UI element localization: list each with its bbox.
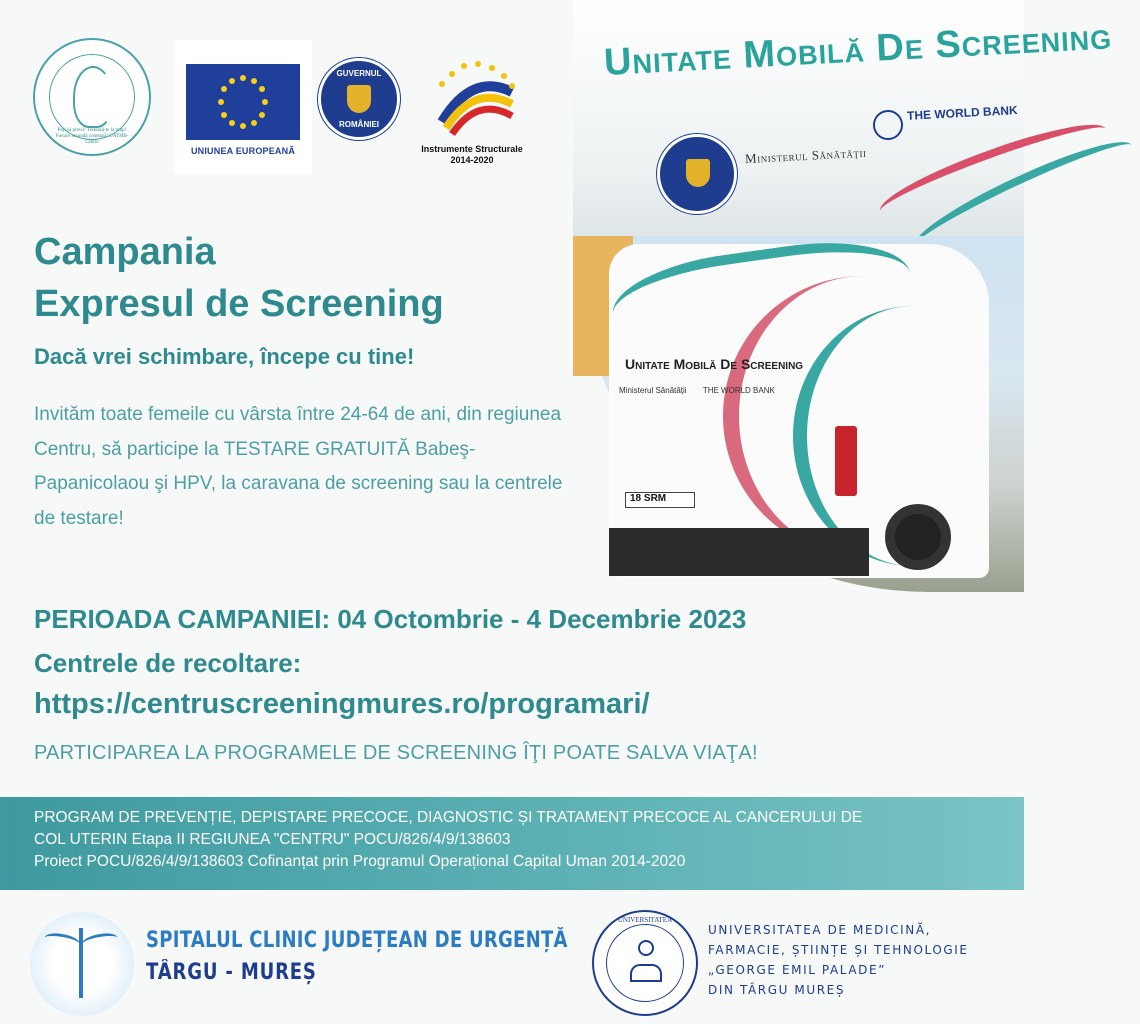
university-seal-ring: [606, 924, 684, 1002]
van-license-plate: 18 SRM: [625, 492, 695, 508]
van-side-title: Unitate Mobilă De Screening: [603, 15, 1114, 84]
gov-seal-bottom-text: ROMÂNIEI: [339, 120, 379, 129]
van-wheel: [885, 504, 951, 570]
collection-centers-label: Centrele de recoltare:: [34, 648, 302, 678]
caduceus-wing-left: [43, 931, 81, 951]
university-seal: [592, 910, 698, 1016]
sun-icon: [638, 940, 654, 956]
hospital-logo: [30, 912, 134, 1016]
eu-label: UNIUNEA EUROPEANĂ: [190, 146, 296, 156]
instrumente-line-2: 2014-2020: [450, 155, 494, 165]
world-bank-globe-icon: [873, 110, 903, 140]
university-line-1: UNIVERSITATEA DE MEDICINĂ,: [708, 923, 932, 937]
caduceus-icon: [79, 928, 83, 998]
campaign-slogan: PARTICIPAREA LA PROGRAMELE DE SCREENING ÎŢI POATE SALVA VIAŢA!: [34, 742, 758, 764]
open-book-icon: [630, 964, 662, 982]
campaign-intro: Invităm toate femeile cu vârsta între 24-64 de ani, din regiunea Centru, să participe la TESTARE GRATUITĂ Babeş-Papanicolaou şi HPV, la caravana de screening sau la centrele de testare!: [34, 404, 563, 529]
van-coat-of-arms-icon: [686, 159, 710, 187]
van-rear-ministry: Ministerul Sănătății: [619, 386, 687, 395]
van-gov-seal-icon: [657, 134, 737, 214]
instrumente-structurale-icon: [412, 52, 532, 142]
university-line-3: „GEORGE EMIL PALADE”: [708, 963, 887, 977]
uatmb-logo-text: Poți să previi! Testează-te la timp! Fiecare secundă contează! UATMB-Centru: [55, 128, 129, 145]
instrumente-structurale-label: [412, 144, 532, 166]
van-rear-title: Unitate Mobilă De Screening: [625, 356, 804, 372]
caduceus-wing-right: [81, 931, 119, 951]
van-ministry-label: Ministerul Sănătății: [744, 144, 867, 167]
program-info-line-1: PROGRAM DE PREVENȚIE, DEPISTARE PRECOCE, DIAGNOSTIC ȘI TRATAMENT PRECOCE AL CANCERULUI DE: [34, 809, 863, 826]
campaign-title: [34, 226, 574, 330]
van-bumper: [609, 528, 869, 576]
romanian-government-seal: [318, 58, 400, 140]
campaign-title-line-2: Expresul de Screening: [34, 283, 444, 325]
eu-stars-icon: [186, 64, 300, 140]
van-rear-photo: [573, 236, 1024, 592]
coat-of-arms-icon: [347, 85, 371, 113]
university-line-4: DIN TÂRGU MUREȘ: [708, 983, 846, 997]
instrumente-structurale-logo: [412, 52, 532, 172]
campaign-title-line-1: Campania: [34, 231, 216, 273]
hospital-name: SPITALUL CLINIC JUDEȚEAN DE URGENȚĂ: [146, 928, 568, 953]
van-tail-light: [835, 426, 857, 496]
van-rear-logos: [619, 386, 789, 395]
van-world-bank-label: THE WORLD BANK: [906, 103, 1018, 123]
van-side-photo: [573, 0, 1114, 236]
appointment-link[interactable]: https://centruscreeningmures.ro/programari/: [34, 688, 650, 720]
university-name: [708, 920, 1008, 1000]
uatmb-logo: [33, 38, 151, 156]
program-info-line-3: Proiect POCU/826/4/9/138603 Cofinanțat prin Programul Operațional Capital Uman 2014-2020: [34, 853, 686, 870]
eu-logo: [174, 40, 312, 174]
campaign-period: PERIOADA CAMPANIEI: 04 Octombrie - 4 Decembrie 2023: [34, 604, 747, 634]
instrumente-line-1: Instrumente Structurale: [421, 144, 523, 154]
program-info-band: [0, 797, 1024, 890]
gov-seal-top-text: GUVERNUL: [336, 69, 382, 78]
campaign-tagline: Dacă vrei schimbare, începe cu tine!: [34, 344, 415, 369]
eu-flag-icon: [186, 64, 300, 140]
university-seal-text: UNIVERSITATEA: [617, 916, 673, 924]
van-rear-world-bank: THE WORLD BANK: [702, 386, 775, 395]
university-line-2: FARMACIE, ȘTIINȚE ȘI TEHNOLOGIE: [708, 943, 969, 957]
woman-profile-icon: [73, 66, 113, 128]
program-info-line-2: COL UTERIN Etapa II REGIUNEA "CENTRU" POCU/826/4/9/138603: [34, 831, 511, 848]
hospital-city: TÂRGU - MUREȘ: [146, 960, 317, 985]
